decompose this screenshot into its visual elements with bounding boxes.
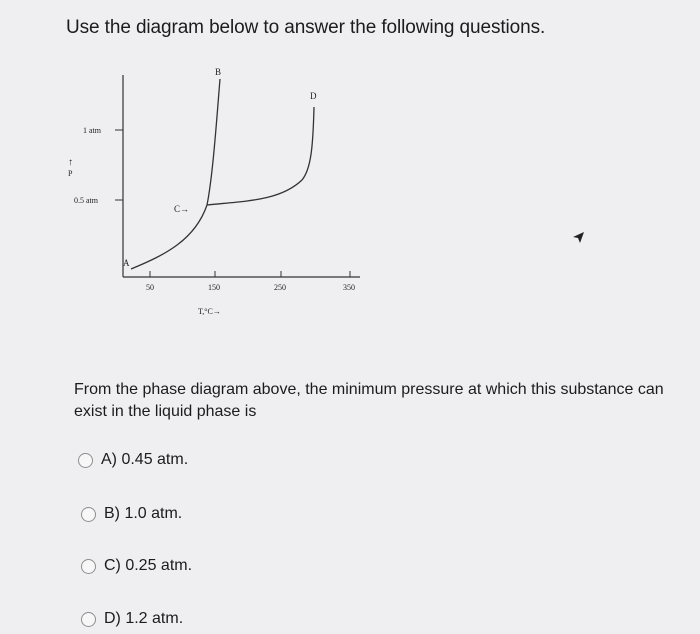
x-tick-label-50: 50: [146, 283, 154, 292]
sublimation-curve: [131, 205, 207, 269]
radio-b[interactable]: [81, 507, 96, 522]
option-d-label: D) 1.2 atm.: [104, 610, 184, 627]
option-c-label: C) 0.25 atm.: [104, 557, 193, 574]
radio-d[interactable]: [81, 612, 96, 627]
point-label-d: D: [310, 91, 317, 101]
mouse-pointer-icon: [571, 230, 585, 244]
question-text: From the phase diagram above, the minimum pressure at which this substance can exist in the liquid phase is: [74, 381, 664, 420]
phase-diagram: [55, 55, 385, 330]
y-axis-arrow: ↑: [68, 157, 73, 168]
x-tick-label-150: 150: [208, 283, 220, 292]
fusion-curve: [207, 79, 220, 205]
x-tick-label-250: 250: [274, 283, 286, 292]
option-c[interactable]: [81, 557, 192, 575]
vaporization-curve: [207, 107, 314, 205]
option-b[interactable]: [81, 505, 182, 523]
radio-a[interactable]: [78, 453, 93, 468]
point-label-a: A: [123, 258, 130, 268]
y-tick-label-1atm: 1 atm: [83, 126, 101, 135]
point-label-b: B: [215, 67, 222, 77]
x-tick-label-350: 350: [343, 283, 355, 292]
option-b-label: B) 1.0 atm.: [104, 505, 183, 522]
point-label-c: C→: [174, 204, 190, 214]
y-tick-label-half-atm: 0.5 atm: [74, 196, 98, 205]
y-axis-label: P: [68, 169, 73, 178]
option-a-label: A) 0.45 atm.: [101, 451, 189, 468]
instruction-text: Use the diagram below to answer the following questions.: [66, 17, 546, 38]
radio-c[interactable]: [81, 559, 96, 574]
x-axis-label: T,°C→: [198, 307, 221, 316]
option-a[interactable]: [78, 451, 188, 469]
option-d[interactable]: [81, 610, 183, 628]
